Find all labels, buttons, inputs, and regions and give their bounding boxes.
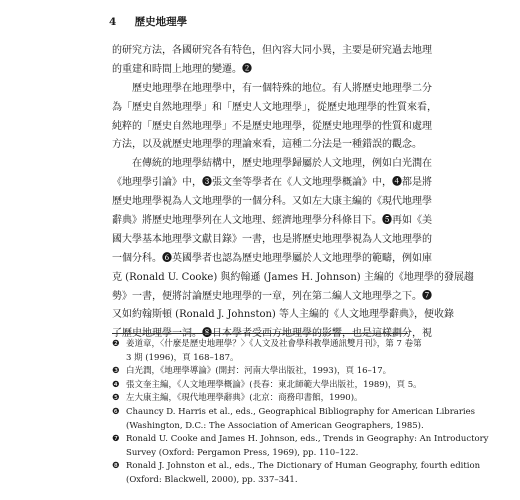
- body-line: 辭典》將歷史地理學列在人文地理、經濟地理學分科條目下。❺再如《美: [112, 215, 432, 227]
- footnote-marker: ❽: [112, 461, 120, 472]
- body-line: 歷史地理學視為人文地理學的一個分科。又如左大康主編的《現代地理學: [112, 196, 432, 208]
- footnote-line: 3 期 (1996)，頁 168–187。: [126, 352, 239, 363]
- footnote-line: 姜道章，〈什麼是歷史地理學？〉《人文及社會學科教學通訊雙月刊》，第 7 卷第: [126, 339, 422, 349]
- footnote-line: Survey (Oxford: Pergamon Press, 1969), pp. 110–122.: [126, 447, 359, 458]
- page-number: 4: [109, 16, 117, 28]
- footnote-line: (Oxford: Blackwell, 2000), pp. 337–341.: [126, 474, 298, 485]
- body-line: 了歷史地理學一詞。❽日本學者受西方地理學的影響，也是這樣劃分，視: [112, 328, 432, 340]
- body-line: 的重建和時間上地理的變遷。❷: [112, 63, 252, 75]
- page-header: [109, 14, 187, 29]
- body-line: 國大學基本地理學文獻目錄》一書，也是將歷史地理學視為人文地理學的: [112, 233, 432, 245]
- body-line: 又如約翰斯頓 (Ronald J. Johnston) 等人主編的《人文地理學辭典》，便收錄: [112, 309, 455, 321]
- footnote-marker: ❹: [112, 379, 120, 390]
- footnote-line: Chauncy D. Harris et al., eds., Geographical Bibliography for American Libraries: [126, 406, 476, 417]
- footnote-line: 左大康主編，《現代地理學辭典》(北京：商務印書館，1990)。: [126, 393, 363, 404]
- footnote-line: (Washington, D.C.: The Association of American Geographers, 1985).: [126, 420, 424, 431]
- footnote-marker: ❺: [112, 393, 120, 404]
- footnote: [112, 433, 489, 460]
- running-title: 歷史地理學: [134, 16, 188, 28]
- footnote: [112, 338, 422, 365]
- body-line: 純粹的「歷史自然地理學」不是歷史地理學，從歷史地理學的性質和處理: [112, 120, 432, 132]
- footnote: [112, 460, 481, 487]
- footnote-line: Ronald U. Cooke and James H. Johnson, eds., Trends in Geography: An Introductory: [126, 434, 489, 445]
- footnote-line: 張文奎主編，《人文地理學概論》(長春：東北師範大學出版社，1989)，頁 5。: [126, 379, 422, 390]
- body-line: 在傳統的地理學結構中，歷史地理學歸屬於人文地理，例如白光潤在: [132, 158, 432, 170]
- body-line: 的研究方法，各國研究各有特色，但內容大同小異，主要是研究過去地理: [112, 45, 432, 56]
- footnote-line: Ronald J. Johnston et al., eds., The Dictionary of Human Geography, fourth edition: [126, 461, 481, 472]
- body-line: 《地理學引論》中，❸張文奎等學者在《人文地理學概論》中，❹都是將: [112, 177, 432, 189]
- footnote-marker: ❼: [112, 434, 120, 445]
- body-line: 為「歷史自然地理學」和「歷史人文地理學」，從歷史地理學的性質來看，: [112, 101, 437, 113]
- body-line: 歷史地理學在地理學中，有一個特殊的地位。有人將歷史地理學二分: [132, 82, 432, 94]
- footnote: [112, 406, 476, 433]
- body-line: 方法，以及就歷史地理學的理論來看，這種二分法是一種錯誤的觀念。: [112, 139, 422, 151]
- footnote-line: 白光潤，《地理學導論》(開封：河南大學出版社，1993)，頁 16–17。: [126, 366, 392, 377]
- body-line: 勢》一書，便將討論歷史地理學的一章，列在第二編人文地理學之下。❼: [112, 290, 432, 302]
- footnote: [112, 365, 412, 379]
- footnotes: [112, 338, 489, 488]
- footnote-marker: ❻: [112, 406, 120, 417]
- body-line: 一個分科。❻英國學者也認為歷史地理學屬於人文地理學的範疇，例如庫: [112, 252, 432, 264]
- footnote: [112, 379, 422, 393]
- footnote-divider: [112, 333, 408, 334]
- footnote-marker: ❸: [112, 366, 120, 377]
- body-line: 克 (Ronald U. Cooke) 與約翰遜 (James H. Johnson) 主編的《地理學的發展趨: [112, 271, 474, 283]
- footnote-marker: ❷: [112, 339, 120, 349]
- footnote: [112, 392, 412, 406]
